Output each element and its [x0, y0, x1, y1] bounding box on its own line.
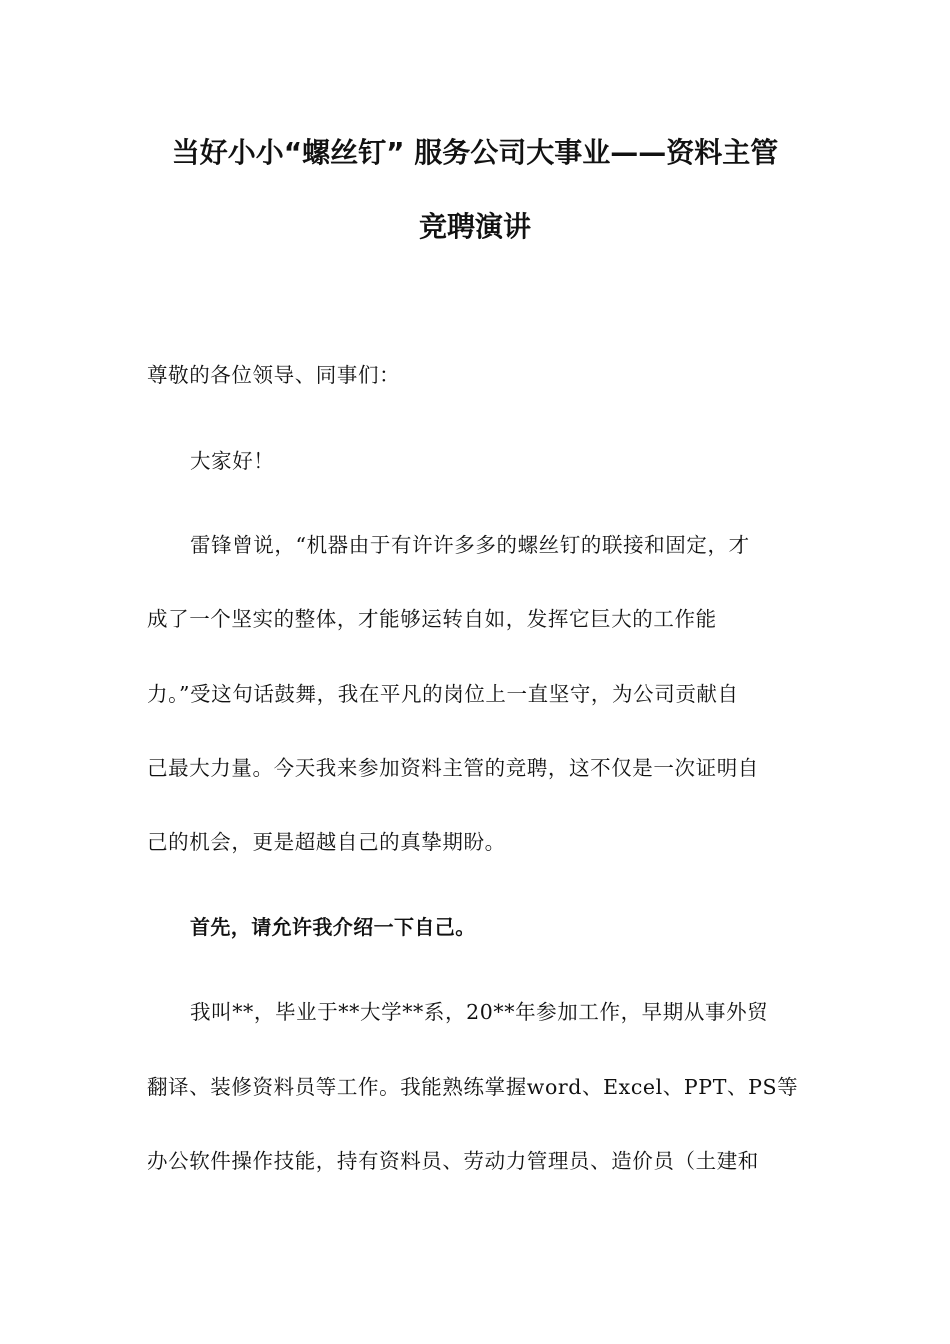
paragraph-line: 办公软件操作技能，持有资料员、劳动力管理员、造价员（土建和 [147, 1149, 759, 1173]
paragraph-line: 己的机会，更是超越自己的真挚期盼。 [147, 830, 506, 854]
paragraph-line: 力。”受这句话鼓舞，我在平凡的岗位上一直坚守，为公司贡献自 [147, 682, 739, 706]
document-title-line-1: 当好小小“螺丝钉” 服务公司大事业——资料主管 [171, 136, 779, 169]
paragraph-line: 己最大力量。今天我来参加资料主管的竞聘，这不仅是一次证明自 [147, 756, 759, 780]
document-title-line-2: 竞聘演讲 [418, 210, 531, 243]
paragraph-line: 雷锋曾说，“机器由于有许许多多的螺丝钉的联接和固定，才 [190, 533, 750, 557]
section-heading: 首先，请允许我介绍一下自己。 [190, 915, 476, 939]
greeting: 大家好！ [190, 449, 275, 473]
salutation: 尊敬的各位领导、同事们： [147, 363, 401, 387]
paragraph-line: 翻译、装修资料员等工作。我能熟练掌握word、Excel、PPT、PS等 [147, 1075, 799, 1099]
paragraph-line: 成了一个坚实的整体，才能够运转自如，发挥它巨大的工作能 [147, 607, 717, 631]
paragraph-line: 我叫**，毕业于**大学**系，20**年参加工作，早期从事外贸 [190, 1000, 769, 1024]
